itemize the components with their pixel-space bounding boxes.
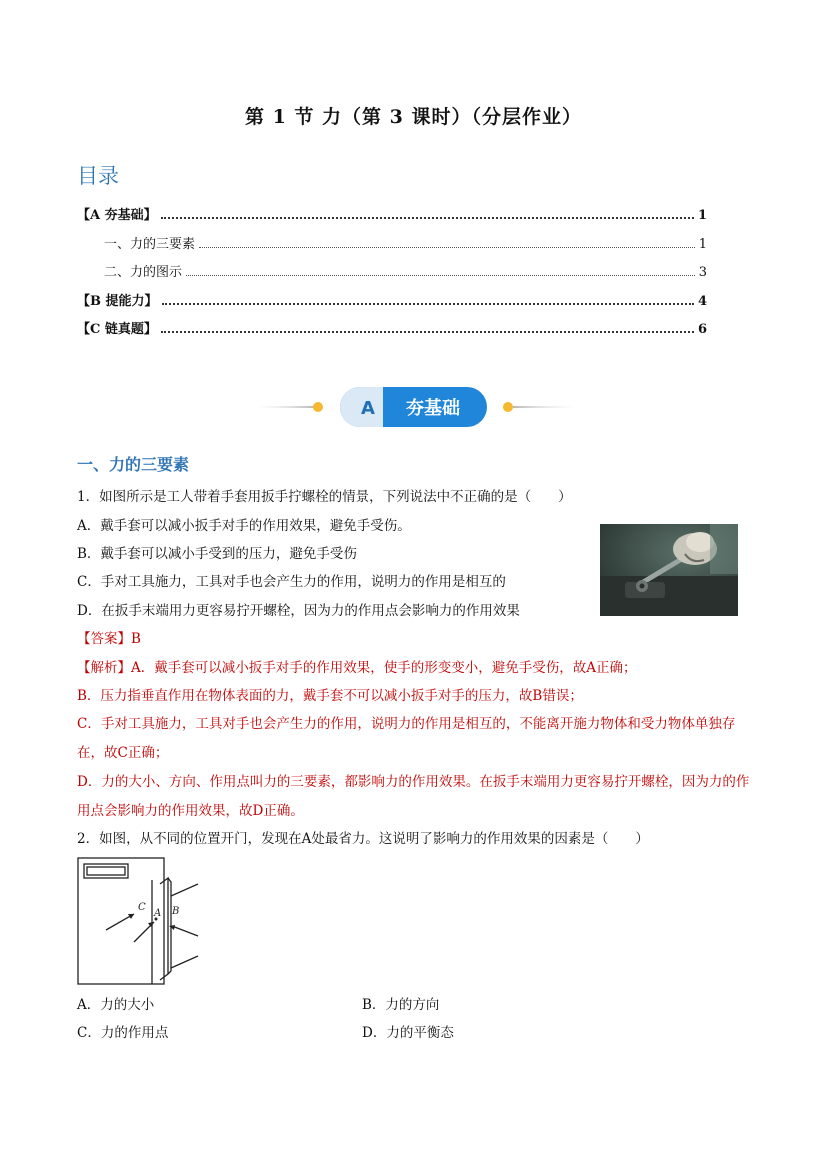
banner-dot-icon [313,402,323,412]
q1-option-a: A．戴手套可以减小扳手对手的作用效果，避免手受伤。 [77,518,411,534]
toc-item-a[interactable] [77,204,707,223]
q1-analysis-c: C．手对工具施力，工具对手也会产生力的作用，说明力的作用是相互的，不能离开施力物体和受力物体单独存在，故C正确； [77,716,736,761]
toc-heading: 目录 [77,164,119,188]
toc-item-page: 1 [697,208,707,223]
door-label-c: C [138,902,146,913]
banner-dot-icon [503,402,513,412]
q1-option-b: B．戴手套可以减小手受到的压力，避免手受伤 [77,546,357,562]
toc-leader [186,275,695,276]
toc-item-label: 一、力的三要素 [104,237,196,252]
toc-item-page: 4 [697,294,707,309]
q2-option-c: C．力的作用点 [77,1025,169,1041]
q1-analysis-b: B．压力指垂直作用在物体表面的力，戴手套不可以减小扳手对手的压力，故B错误； [77,688,583,704]
toc-item-page: 6 [697,322,707,337]
toc-item-label: 【B 提能力】 [77,294,158,309]
wrench-photo [600,524,738,616]
q1-answer: 【答案】B [77,631,141,647]
q1-stem: 1．如图所示是工人带着手套用扳手拧螺栓的情景，下列说法中不正确的是（ ） [77,489,572,505]
section-heading: 一、力的三要素 [77,455,190,474]
door-label-a: A [154,908,162,919]
toc-leader [199,247,695,248]
door-label-b: B [172,906,180,917]
page-title: 第 1 节 力（第 3 课时）（分层作业） [244,106,582,128]
toc-leader [161,217,694,219]
q2-option-d: D．力的平衡态 [362,1025,454,1041]
toc-item-page: 1 [698,237,707,252]
q2-option-a: A．力的大小 [77,997,155,1013]
toc-leader [162,303,694,305]
toc-item-c[interactable] [77,318,707,337]
section-banner [255,385,575,429]
toc-item-b[interactable] [77,290,707,309]
q1-option-d: D．在扳手末端用力更容易拧开螺栓，因为力的作用点会影响力的作用效果 [77,603,520,619]
q1-option-c: C．手对工具施力，工具对手也会产生力的作用，说明力的作用是相互的 [77,574,506,590]
toc-item-page: 3 [698,265,707,280]
banner-letter: A [361,398,375,419]
door-figure [76,856,202,986]
toc-item-sanyaosu[interactable] [104,233,707,252]
banner-text: 夯基础 [406,398,460,419]
q1-analysis-d: D．力的大小、方向、作用点叫力的三要素，都影响力的作用效果。在扳手末端用力更容易拧开螺栓，因为力的作用点会影响力的作用效果，故D正确。 [77,774,750,819]
toc-item-label: 【C 链真题】 [77,322,157,337]
q2-stem: 2．如图，从不同的位置开门，发现在A处最省力。这说明了影响力的作用效果的因素是（ ） [77,831,649,847]
toc-item-tushi[interactable] [104,261,707,280]
toc-item-label: 二、力的图示 [104,265,183,280]
toc-item-label: 【A 夯基础】 [77,208,157,223]
toc-leader [161,331,694,333]
q2-option-b: B．力的方向 [362,997,440,1013]
q1-analysis-a: 【解析】A．戴手套可以减小扳手对手的作用效果，使手的形变变小，避免手受伤，故A正确； [77,660,637,676]
